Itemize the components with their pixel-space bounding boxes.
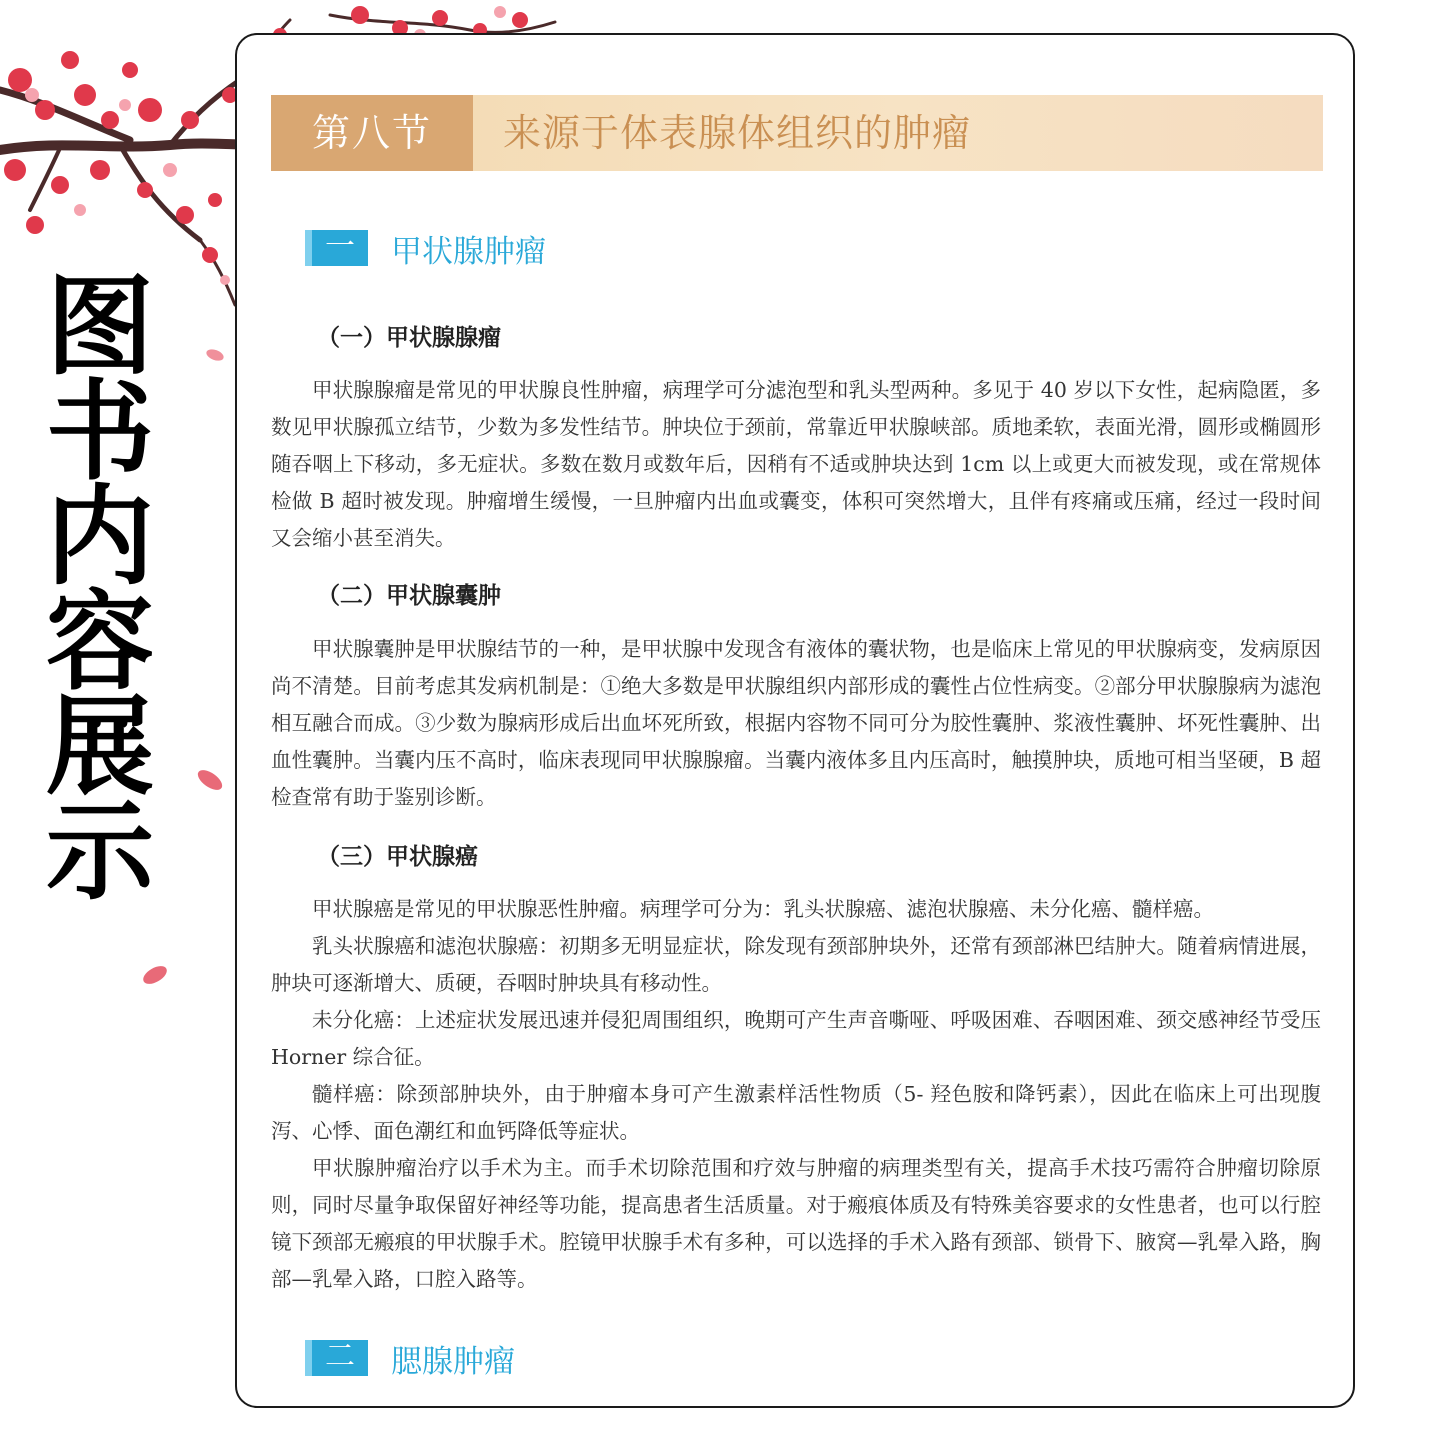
- book-page: [235, 33, 1355, 1408]
- section-banner: [271, 95, 1323, 171]
- petal-decoration: [200, 340, 230, 370]
- heading-number: 一: [305, 230, 368, 266]
- paragraph: 髓样癌：除颈部肿块外，由于肿瘤本身可产生激素样活性物质（5- 羟色胺和降钙素），因此在临床上可出现腹泻、心悸、面色潮红和血钙降低等症状。: [271, 1082, 1321, 1143]
- heading-label: 腮腺肿瘤: [391, 1344, 515, 1380]
- heading-label: 甲状腺肿瘤: [391, 234, 546, 270]
- side-title: [40, 265, 160, 915]
- paragraph: 未分化癌：上述症状发展迅速并侵犯周围组织，晚期可产生声音嘶哑、呼吸困难、吞咽困难、颈交感神经节受压 Horner 综合征。: [271, 1008, 1321, 1069]
- subheading-adenoma: （一）甲状腺腺瘤: [317, 325, 501, 351]
- petal-decoration: [190, 760, 230, 800]
- petal-decoration: [135, 955, 175, 995]
- side-title-char: 图: [45, 265, 154, 390]
- paragraph: 甲状腺癌是常见的甲状腺恶性肿瘤。病理学可分为：乳头状腺癌、滤泡状腺癌、未分化癌、髓样癌。: [312, 897, 1214, 921]
- side-title-char: 内: [45, 475, 154, 600]
- side-title-char: 容: [45, 580, 154, 705]
- side-title-char: 书: [45, 370, 154, 495]
- subheading-cyst: （二）甲状腺囊肿: [317, 583, 501, 609]
- paragraph: 甲状腺腺瘤是常见的甲状腺良性肿瘤，病理学可分滤泡型和乳头型两种。多见于 40 岁以下女性，起病隐匿，多数见甲状腺孤立结节，少数为多发性结节。肿块位于颈前，常靠近甲状腺峡部。质地柔软，表面光滑，圆形或椭圆形随吞咽上下移动，多无症状。多数在数月或数年后，因稍有不适或肿块达到 1cm 以上或更大而被发现，或在常规体检做 B 超时被发现。肿瘤增生缓慢，一旦肿瘤内出血或囊变，体积可突然增大，且伴有疼痛或压痛，经过一段时间又会缩小甚至消失。: [271, 378, 1321, 550]
- paragraph: 乳头状腺癌和滤泡状腺癌：初期多无明显症状，除发现有颈部肿块外，还常有颈部淋巴结肿大。随着病情进展，肿块可逐渐增大、质硬，吞咽时肿块具有移动性。: [271, 934, 1321, 995]
- side-title-char: 展: [45, 685, 154, 810]
- side-title-char: 示: [45, 790, 154, 915]
- section-title: 来源于体表腺体组织的肿瘤: [503, 111, 972, 155]
- paragraph: 甲状腺囊肿是甲状腺结节的一种，是甲状腺中发现含有液体的囊状物，也是临床上常见的甲状腺病变，发病原因尚不清楚。目前考虑其发病机制是：①绝大多数是甲状腺组织内部形成的囊性占位性病变。②部分甲状腺腺病为滤泡相互融合而成。③少数为腺病形成后出血坏死所致，根据内容物不同可分为胶性囊肿、浆液性囊肿、坏死性囊肿、出血性囊肿。当囊内压不高时，临床表现同甲状腺腺瘤。当囊内液体多且内压高时，触摸肿块，质地可相当坚硬，B 超检查常有助于鉴别诊断。: [271, 637, 1321, 809]
- heading-number: 二: [305, 1340, 368, 1376]
- paragraph: 甲状腺肿瘤治疗以手术为主。而手术切除范围和疗效与肿瘤的病理类型有关，提高手术技巧需符合肿瘤切除原则，同时尽量争取保留好神经等功能，提高患者生活质量。对于瘢痕体质及有特殊美容要求的女性患者，也可以行腔镜下颈部无瘢痕的甲状腺手术。腔镜甲状腺手术有多种，可以选择的手术入路有颈部、锁骨下、腋窝—乳晕入路，胸部—乳晕入路，口腔入路等。: [271, 1156, 1321, 1291]
- section-number: 第八节: [271, 95, 473, 171]
- subheading-carcinoma: （三）甲状腺癌: [317, 844, 478, 870]
